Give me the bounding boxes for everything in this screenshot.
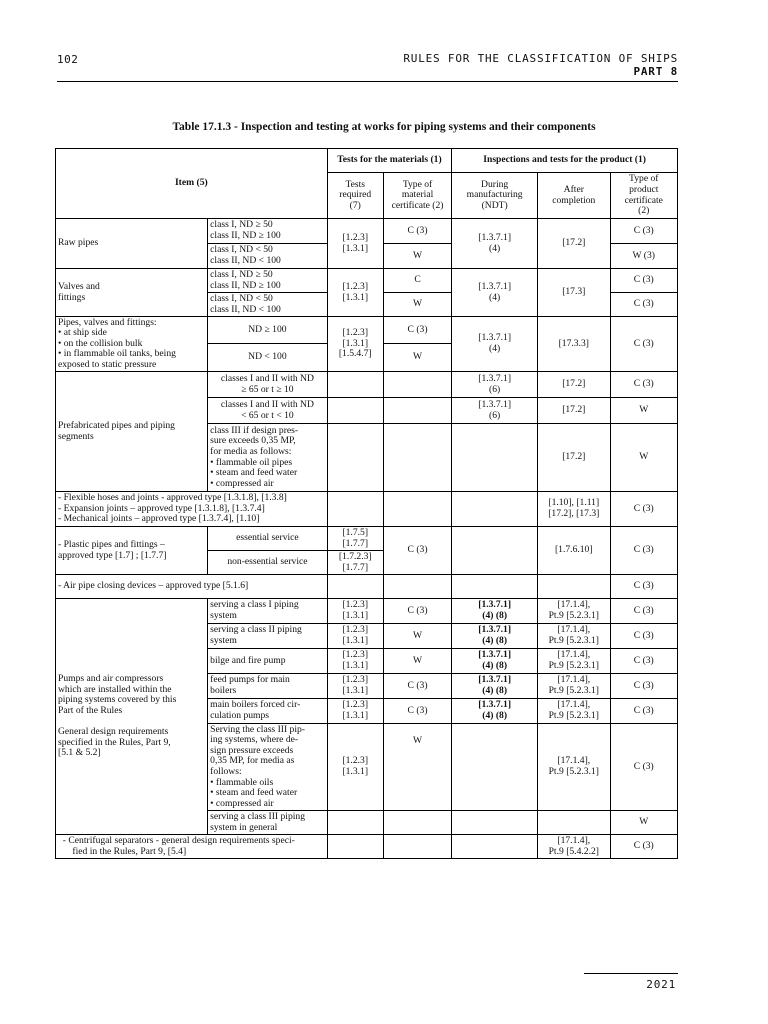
- subitem-cell: non-essential service: [208, 551, 328, 575]
- item-cell: - Centrifugal separators - general design requirements speci- fied in the Rules, Part 9, [5.4]: [56, 835, 328, 859]
- item-cell: - Air pipe closing devices – approved type [5.1.6]: [56, 575, 328, 599]
- table-row: [56, 527, 678, 551]
- after-cell: [17.1.4], Pt.9 [5.2.3.1]: [538, 699, 611, 724]
- product-cert-cell: C (3): [610, 599, 677, 624]
- during-cell: [452, 811, 538, 835]
- header-material-certificate: Type of material certificate (2): [383, 173, 451, 219]
- during-cell: [1.3.7.1] (4): [452, 219, 538, 269]
- subitem-cell: serving a class II piping system: [208, 624, 328, 649]
- table-title: Table 17.1.3 - Inspection and testing at works for piping systems and their components: [172, 121, 596, 133]
- after-cell: [17.1.4], Pt.9 [5.2.3.1]: [538, 724, 611, 811]
- header-product-certificate: Type of product certificate (2): [610, 173, 677, 219]
- during-cell: [1.3.7.1] (4) (8): [452, 699, 538, 724]
- material-cert-cell: C (3): [383, 219, 451, 244]
- footer-year: 2021: [646, 978, 676, 991]
- header-materials-group: Tests for the materials (1): [327, 149, 452, 173]
- after-cell: [17.1.4], Pt.9 [5.2.3.1]: [538, 649, 611, 674]
- subitem-cell: serving a class I piping system: [208, 599, 328, 624]
- during-cell: [1.3.7.1] (4): [452, 317, 538, 372]
- material-cert-cell: [383, 575, 451, 599]
- subitem-cell: serving a class III piping system in general: [208, 811, 328, 835]
- item-cell: Prefabricated pipes and piping segments: [56, 372, 208, 492]
- subitem-cell: class I, ND < 50 class II, ND < 100: [208, 293, 328, 317]
- product-cert-cell: W: [610, 811, 677, 835]
- item-cell: Raw pipes: [56, 219, 208, 269]
- product-cert-cell: C (3): [610, 293, 677, 317]
- material-cert-cell: [383, 424, 451, 492]
- material-cert-cell: [383, 492, 451, 527]
- product-cert-cell: W: [610, 398, 677, 424]
- during-cell: [452, 527, 538, 575]
- table-row: [56, 835, 678, 859]
- after-cell: [17.2]: [538, 372, 611, 398]
- material-cert-cell: C (3): [383, 317, 451, 344]
- table-row: [56, 599, 678, 624]
- material-cert-cell: W: [383, 244, 451, 269]
- product-cert-cell: C (3): [610, 372, 677, 398]
- product-cert-cell: C (3): [610, 219, 677, 244]
- tests-cell: [327, 492, 383, 527]
- after-cell: [538, 811, 611, 835]
- product-cert-cell: C (3): [610, 724, 677, 811]
- during-cell: [1.3.7.1] (4) (8): [452, 624, 538, 649]
- during-cell: [452, 492, 538, 527]
- tests-cell: [1.2.3] [1.3.1]: [327, 724, 383, 811]
- product-cert-cell: C (3): [610, 527, 677, 575]
- material-cert-cell: W: [383, 649, 451, 674]
- material-cert-cell: C (3): [383, 599, 451, 624]
- product-cert-cell: C (3): [610, 624, 677, 649]
- table-row: [56, 492, 678, 527]
- tests-cell: [1.7.2.3] [1.7.7]: [327, 551, 383, 575]
- during-cell: [1.3.7.1] (6): [452, 372, 538, 398]
- header-tests-required: Tests required (7): [327, 173, 383, 219]
- table-row: [56, 317, 678, 344]
- material-cert-cell: [383, 835, 451, 859]
- product-cert-cell: C (3): [610, 317, 677, 372]
- after-cell: [17.3]: [538, 269, 611, 317]
- material-cert-cell: W: [383, 724, 451, 811]
- subitem-cell: class III if design pres- sure exceeds 0,35 MP, for media as follows: • flammable oil pipes • steam and feed water • compressed air: [208, 424, 328, 492]
- subitem-cell: essential service: [208, 527, 328, 551]
- during-cell: [1.3.7.1] (4) (8): [452, 649, 538, 674]
- during-cell: [1.3.7.1] (6): [452, 398, 538, 424]
- material-cert-cell: [383, 811, 451, 835]
- during-cell: [452, 724, 538, 811]
- tests-cell: [1.2.3] [1.3.1]: [327, 674, 383, 699]
- tests-cell: [1.2.3] [1.3.1]: [327, 269, 383, 317]
- inspection-table: [55, 148, 678, 859]
- after-cell: [1.7.6.10]: [538, 527, 611, 575]
- after-cell: [1.10], [1.11] [17.2], [17.3]: [538, 492, 611, 527]
- subitem-cell: main boilers forced cir- culation pumps: [208, 699, 328, 724]
- during-cell: [452, 575, 538, 599]
- tests-cell: [327, 575, 383, 599]
- material-cert-cell: [383, 372, 451, 398]
- tests-cell: [327, 835, 383, 859]
- after-cell: [17.3.3]: [538, 317, 611, 372]
- subitem-cell: ND < 100: [208, 344, 328, 372]
- subitem-cell: class I, ND ≥ 50 class II, ND ≥ 100: [208, 219, 328, 244]
- material-cert-cell: C (3): [383, 674, 451, 699]
- subitem-cell: Serving the class III pip- ing systems, where de- sign pressure exceeds 0,35 MP, for media as follows: • flammable oils • steam and feed water • compressed air: [208, 724, 328, 811]
- footer-rule: [584, 973, 678, 974]
- item-cell: Valves and fittings: [56, 269, 208, 317]
- after-cell: [17.1.4], Pt.9 [5.2.3.1]: [538, 624, 611, 649]
- product-cert-cell: C (3): [610, 269, 677, 293]
- after-cell: [17.2]: [538, 398, 611, 424]
- subitem-cell: feed pumps for main boilers: [208, 674, 328, 699]
- document-title: RULES FOR THE CLASSIFICATION OF SHIPS: [403, 52, 678, 65]
- during-cell: [1.3.7.1] (4): [452, 269, 538, 317]
- during-cell: [452, 424, 538, 492]
- page-number: 102: [57, 53, 79, 66]
- during-cell: [452, 835, 538, 859]
- after-cell: [17.1.4], Pt.9 [5.4.2.2]: [538, 835, 611, 859]
- during-cell: [1.3.7.1] (4) (8): [452, 599, 538, 624]
- table-row: [56, 575, 678, 599]
- subitem-cell: bilge and fire pump: [208, 649, 328, 674]
- header-rule: [57, 81, 678, 82]
- tests-cell: [327, 398, 383, 424]
- header-after-completion: After completion: [538, 173, 611, 219]
- product-cert-cell: W: [610, 424, 677, 492]
- after-cell: [17.1.4], Pt.9 [5.2.3.1]: [538, 674, 611, 699]
- after-cell: [538, 575, 611, 599]
- header-product-group: Inspections and tests for the product (1): [452, 149, 678, 173]
- material-cert-cell: W: [383, 344, 451, 372]
- tests-cell: [327, 424, 383, 492]
- tests-cell: [1.7.5] [1.7.7]: [327, 527, 383, 551]
- item-cell: Pipes, valves and fittings: • at ship side • on the collision bulk • in flammable oil tanks, being exposed to static pressure: [56, 317, 208, 372]
- during-cell: [1.3.7.1] (4) (8): [452, 674, 538, 699]
- material-cert-cell: W: [383, 624, 451, 649]
- tests-cell: [327, 372, 383, 398]
- material-cert-cell: W: [383, 293, 451, 317]
- item-cell: Pumps and air compressors which are installed within the piping systems covered by this Part of the Rules General design requirements specified in the Rules, Part 9, [5.1 & 5.2]: [56, 599, 208, 835]
- table-row: [56, 219, 678, 244]
- part-label: PART 8: [633, 65, 678, 78]
- product-cert-cell: C (3): [610, 492, 677, 527]
- tests-cell: [1.2.3] [1.3.1] [1.5.4.7]: [327, 317, 383, 372]
- tests-cell: [1.2.3] [1.3.1]: [327, 624, 383, 649]
- table-row: [56, 269, 678, 293]
- header-item: Item (5): [56, 149, 328, 219]
- after-cell: [17.2]: [538, 424, 611, 492]
- material-cert-cell: C: [383, 269, 451, 293]
- tests-cell: [327, 811, 383, 835]
- running-header: [403, 52, 678, 78]
- subitem-cell: class I, ND < 50 class II, ND < 100: [208, 244, 328, 269]
- tests-cell: [1.2.3] [1.3.1]: [327, 599, 383, 624]
- product-cert-cell: C (3): [610, 649, 677, 674]
- subitem-cell: classes I and II with ND ≥ 65 or t ≥ 10: [208, 372, 328, 398]
- material-cert-cell: C (3): [383, 527, 451, 575]
- table-row: [56, 372, 678, 398]
- after-cell: [17.1.4], Pt.9 [5.2.3.1]: [538, 599, 611, 624]
- product-cert-cell: C (3): [610, 699, 677, 724]
- product-cert-cell: C (3): [610, 674, 677, 699]
- product-cert-cell: C (3): [610, 835, 677, 859]
- table-header-row: [56, 149, 678, 173]
- material-cert-cell: C (3): [383, 699, 451, 724]
- subitem-cell: ND ≥ 100: [208, 317, 328, 344]
- tests-cell: [1.2.3] [1.3.1]: [327, 219, 383, 269]
- item-cell: - Plastic pipes and fittings – approved type [1.7] ; [1.7.7]: [56, 527, 208, 575]
- subitem-cell: class I, ND ≥ 50 class II, ND ≥ 100: [208, 269, 328, 293]
- item-cell: - Flexible hoses and joints - approved type [1.3.1.8], [1.3.8] - Expansion joints – approved type [1.3.1.8], [1.3.7.4] - Mechanical joints – approved type [1.3.7.4], [1.10]: [56, 492, 328, 527]
- tests-cell: [1.2.3] [1.3.1]: [327, 649, 383, 674]
- product-cert-cell: W (3): [610, 244, 677, 269]
- after-cell: [17.2]: [538, 219, 611, 269]
- material-cert-cell: [383, 398, 451, 424]
- tests-cell: [1.2.3] [1.3.1]: [327, 699, 383, 724]
- product-cert-cell: C (3): [610, 575, 677, 599]
- header-during-manufacturing: During manufacturing (NDT): [452, 173, 538, 219]
- subitem-cell: classes I and II with ND < 65 or t < 10: [208, 398, 328, 424]
